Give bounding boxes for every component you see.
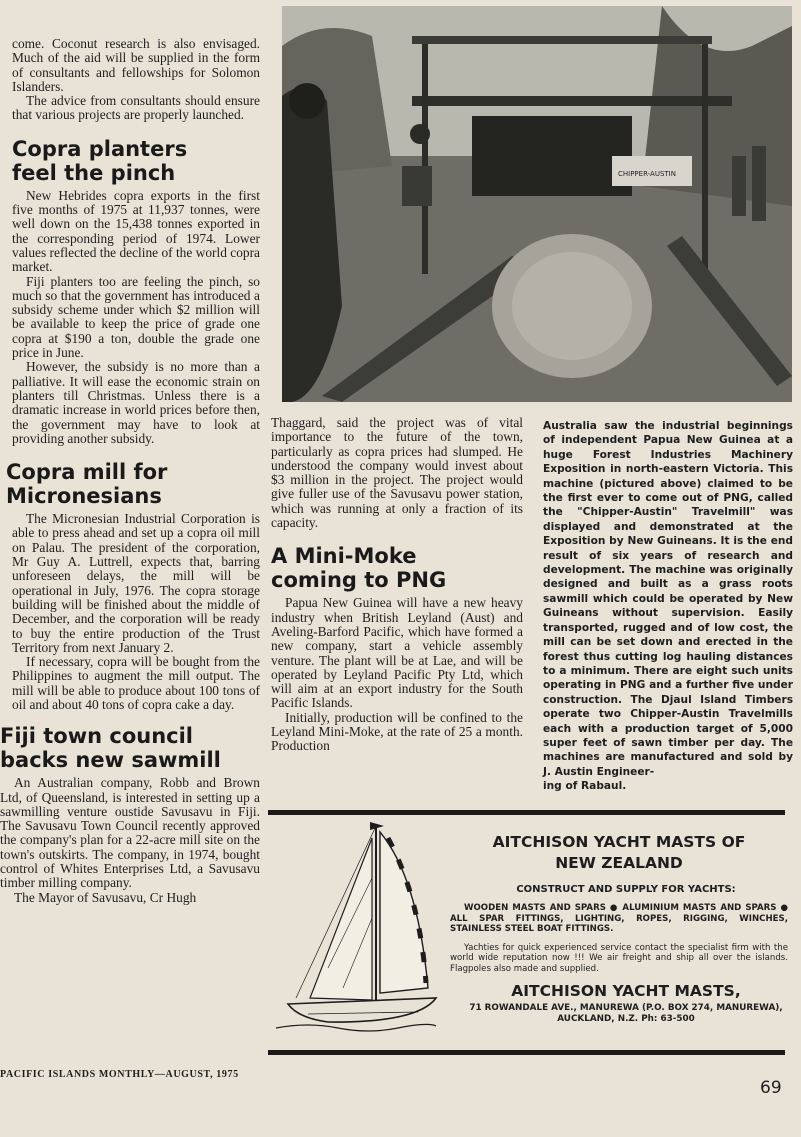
- yacht-illustration: [268, 818, 438, 1038]
- moke-paragraph-1: Papua New Guinea will have a new heavy industry when British Leyland (Aust) and Aveling-Barford Pacific, which have formed a new company, start a vehicle assembly venture. The plant will be at Lae, and will be operated by Leyland Pacific Pty Ltd, which will aim at an export industry for the South Pacific Islands.: [271, 595, 523, 711]
- mill-paragraph-2: If necessary, copra will be bought from the Philippines to augment the mill output. The mill will be able to produce about 100 tons of oil and about 40 tons of copra cake a day.: [12, 654, 260, 712]
- column-middle: [271, 416, 523, 754]
- ad-address-line-2: AUCKLAND, N.Z. Ph: 63-500: [557, 1014, 695, 1024]
- running-footer: PACIFIC ISLANDS MONTHLY—AUGUST, 1975: [0, 1069, 239, 1080]
- intro-paragraph-2: The advice from consultants should ensure that various projects are properly launched.: [12, 93, 260, 123]
- ad-address-line-1: 71 ROWANDALE AVE., MANUREWA (P.O. BOX 274, MANUREWA),: [469, 1003, 783, 1013]
- savusavu-continued-paragraph: Thaggard, said the project was of vital importance to the future of the town, particularly as copra prices had slumped. He understood the company would invest about $3 million in the project. The project would give fuller use of the Savusavu power station, which was running at only a fraction of its capacity.: [271, 415, 523, 531]
- fiji-paragraph-2: The Mayor of Savusavu, Cr Hugh: [14, 889, 197, 905]
- ad-top-rule: [268, 810, 785, 815]
- column-left: [0, 36, 260, 905]
- copra-paragraph-1: New Hebrides copra exports in the first five months of 1975 at 11,937 tonnes, were well down on the 15,438 tonnes exported in the corresponding period of 1974. Lower values reflected the decline of the world copra market.: [12, 187, 260, 275]
- caption-end: ing of Rabaul.: [543, 780, 627, 793]
- ad-body: Yachties for quick experienced service contact the specialist firm with the world wide reputation now !!! We air freight and ship all over the islands. Flagpoles also made and supplied.: [450, 942, 788, 974]
- ad-company-name: AITCHISON YACHT MASTS,: [511, 982, 741, 1000]
- headline-copra-planters: Copra planters feel the pinch: [12, 136, 188, 185]
- ad-subtitle: CONSTRUCT AND SUPPLY FOR YACHTS:: [516, 884, 736, 895]
- ad-product-list: WOODEN MASTS AND SPARS ● ALUMINIUM MASTS AND SPARS ● ALL SPAR FITTINGS, LIGHTING, ROPES, RIGGING, WINCHES, STAINLESS STEEL BOAT FITTINGS.: [450, 903, 788, 934]
- headline-fiji-sawmill: Fiji town council backs new sawmill: [0, 724, 221, 773]
- yacht-advertisement: [450, 832, 788, 1024]
- caption-text: Australia saw the industrial beginnings of independent Papua New Guinea at a huge Forest Industries Machinery Exposition in north-eastern Victoria. This machine (pictured above) claimed to be the first ever to come out of PNG, called the "Chipper-Austin" Travelmill" was displayed and demonstrated at the Exposition by New Guineans. It is the end result of six years of research and development. The machine was originally designed and built as a grass roots sawmill which could be operated by New Guineans without supervision. Easily transported, rugged and of low cost, the mill can be set down and erected in the forest thus cutting log hauling distances to a minimum. There are eight such units operating in PNG and a further five under construction. The Djaul Island Timbers operate two Chipper-Austin Travelmills each with a production target of 5,000 super feet of sawn timber per day. The machines are manufactured and sold by J. Austin Engineer-: [543, 420, 793, 778]
- moke-paragraph-2: Initially, production will be confined to the Leyland Mini-Moke, at the rate of 25 a month. Production: [271, 709, 523, 754]
- headline-mini-moke: A Mini-Moke coming to PNG: [271, 544, 447, 593]
- yacht-drawing: [268, 818, 438, 1038]
- page-number: 69: [760, 1078, 782, 1098]
- intro-paragraph-1: come. Coconut research is also envisaged. Much of the aid will be supplied in the form of consultants and fellowships for Solomon Islanders.: [12, 36, 260, 94]
- copra-paragraph-2: Fiji planters too are feeling the pinch, so much so that the government has introduced a subsidy scheme under which $2 million will be available to keep the price of grade one copra at $190 a ton, double the grade one price in June.: [12, 273, 260, 361]
- sawmill-photo: [282, 6, 792, 402]
- machine-sign-text: CHIPPER-AUSTIN: [618, 170, 676, 178]
- copra-paragraph-3: However, the subsidy is no more than a palliative. It will ease the economic strain on planters till Christmas. Unless there is a dramatic increase in world prices before then, the government may have to look at providing another subsidy.: [12, 359, 260, 446]
- headline-copra-mill: Copra mill for Micronesians: [6, 460, 168, 509]
- ad-title: AITCHISON YACHT MASTS OF NEW ZEALAND: [492, 833, 746, 872]
- fiji-paragraph-1: An Australian company, Robb and Brown Ltd, of Queensland, is interested in setting up a sawmilling venture oustide Savusavu in Fiji. The Savusavu Town Council recently approved the company's plan for a 22-acre mill site on the town's outskirts. The company, in 1974, bought control of Whites Enterprises Ltd, a Savusavu timber milling company.: [0, 775, 260, 891]
- sawmill-photo-drawing: [282, 6, 792, 402]
- ad-bottom-rule: [268, 1050, 785, 1055]
- photo-caption: [543, 419, 793, 794]
- mill-paragraph-1: The Micronesian Industrial Corporation is able to press ahead and set up a copra oil mill on Palau. The president of the corporation, Mr Guy A. Luttrell, expects that, barring unforeseen delays, the mill will be operational in July, 1976. The copra storage building will be finished about the middle of December, and the corporation will be ready to buy the entire production of the Trust Territory from next January 2.: [12, 511, 260, 655]
